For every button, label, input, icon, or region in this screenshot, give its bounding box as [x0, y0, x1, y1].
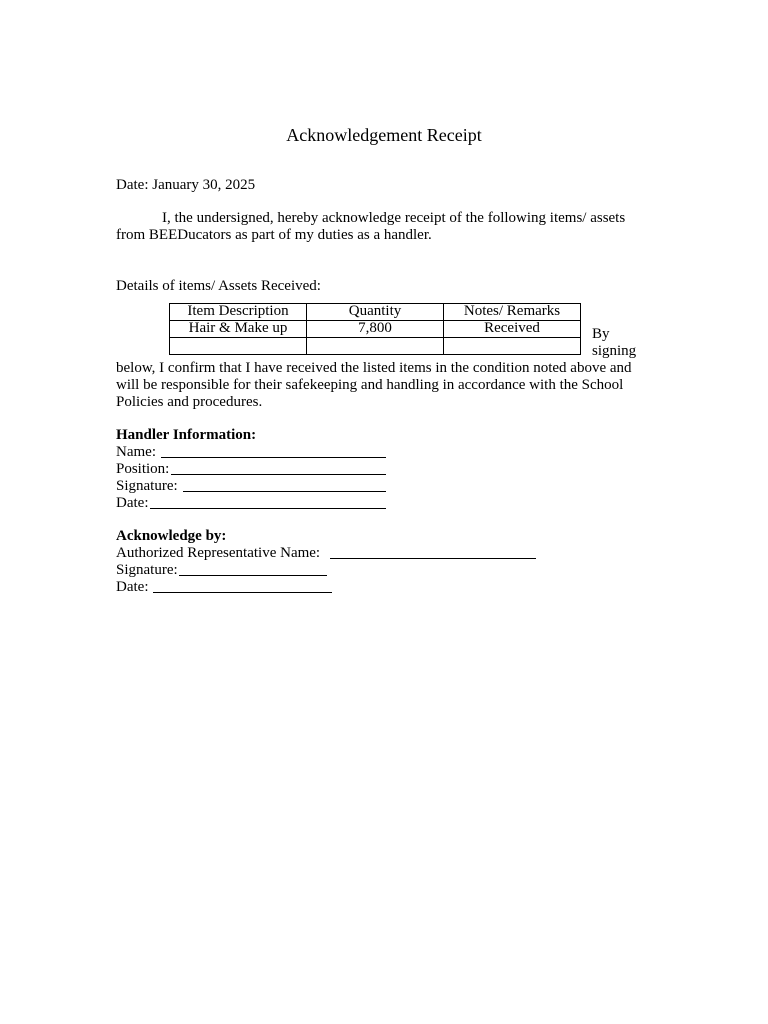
confirm-line-2: will be responsible for their safekeeping and handling in accordance with the School — [116, 377, 624, 393]
table-header-row — [170, 304, 581, 321]
items-table — [169, 303, 581, 355]
ack-signature-field[interactable] — [179, 575, 327, 576]
wrap-text-by: By — [592, 326, 610, 342]
handler-name-field[interactable] — [161, 457, 386, 458]
table-row — [170, 338, 581, 355]
header-item-description: Item Description — [170, 304, 307, 321]
intro-line-2: from BEEDucators as part of my duties as a handler. — [116, 227, 432, 243]
header-notes-remarks: Notes/ Remarks — [444, 304, 581, 321]
confirm-line-3: Policies and procedures. — [116, 394, 263, 410]
ack-heading: Acknowledge by: — [116, 528, 227, 544]
handler-heading: Handler Information: — [116, 427, 257, 443]
document-title: Acknowledgement Receipt — [286, 125, 482, 145]
handler-position-field[interactable] — [171, 474, 386, 475]
ack-rep-name-label: Authorized Representative Name: — [116, 545, 321, 561]
handler-signature-label: Signature: — [116, 478, 178, 494]
cell-quantity — [307, 338, 444, 355]
table-row — [170, 321, 581, 338]
ack-signature-label: Signature: — [116, 562, 178, 578]
handler-position-label: Position: — [116, 461, 170, 477]
handler-date-label: Date: — [116, 495, 149, 511]
intro-line-1: I, the undersigned, hereby acknowledge receipt of the following items/ assets — [162, 210, 626, 226]
cell-quantity: 7,800 — [307, 321, 444, 338]
handler-date-field[interactable] — [150, 508, 386, 509]
details-heading: Details of items/ Assets Received: — [116, 278, 321, 294]
ack-date-label: Date: — [116, 579, 149, 595]
header-quantity: Quantity — [307, 304, 444, 321]
cell-item-description — [170, 338, 307, 355]
cell-notes-remarks — [444, 338, 581, 355]
cell-notes-remarks: Received — [444, 321, 581, 338]
confirm-line-1: below, I confirm that I have received the listed items in the condition noted above and — [116, 360, 632, 376]
ack-date-field[interactable] — [153, 592, 332, 593]
handler-signature-field[interactable] — [183, 491, 386, 492]
date-line: Date: January 30, 2025 — [116, 177, 256, 193]
cell-item-description: Hair & Make up — [170, 321, 307, 338]
handler-name-label: Name: — [116, 444, 156, 460]
wrap-text-signing: signing — [592, 343, 637, 359]
ack-rep-name-field[interactable] — [330, 558, 536, 559]
